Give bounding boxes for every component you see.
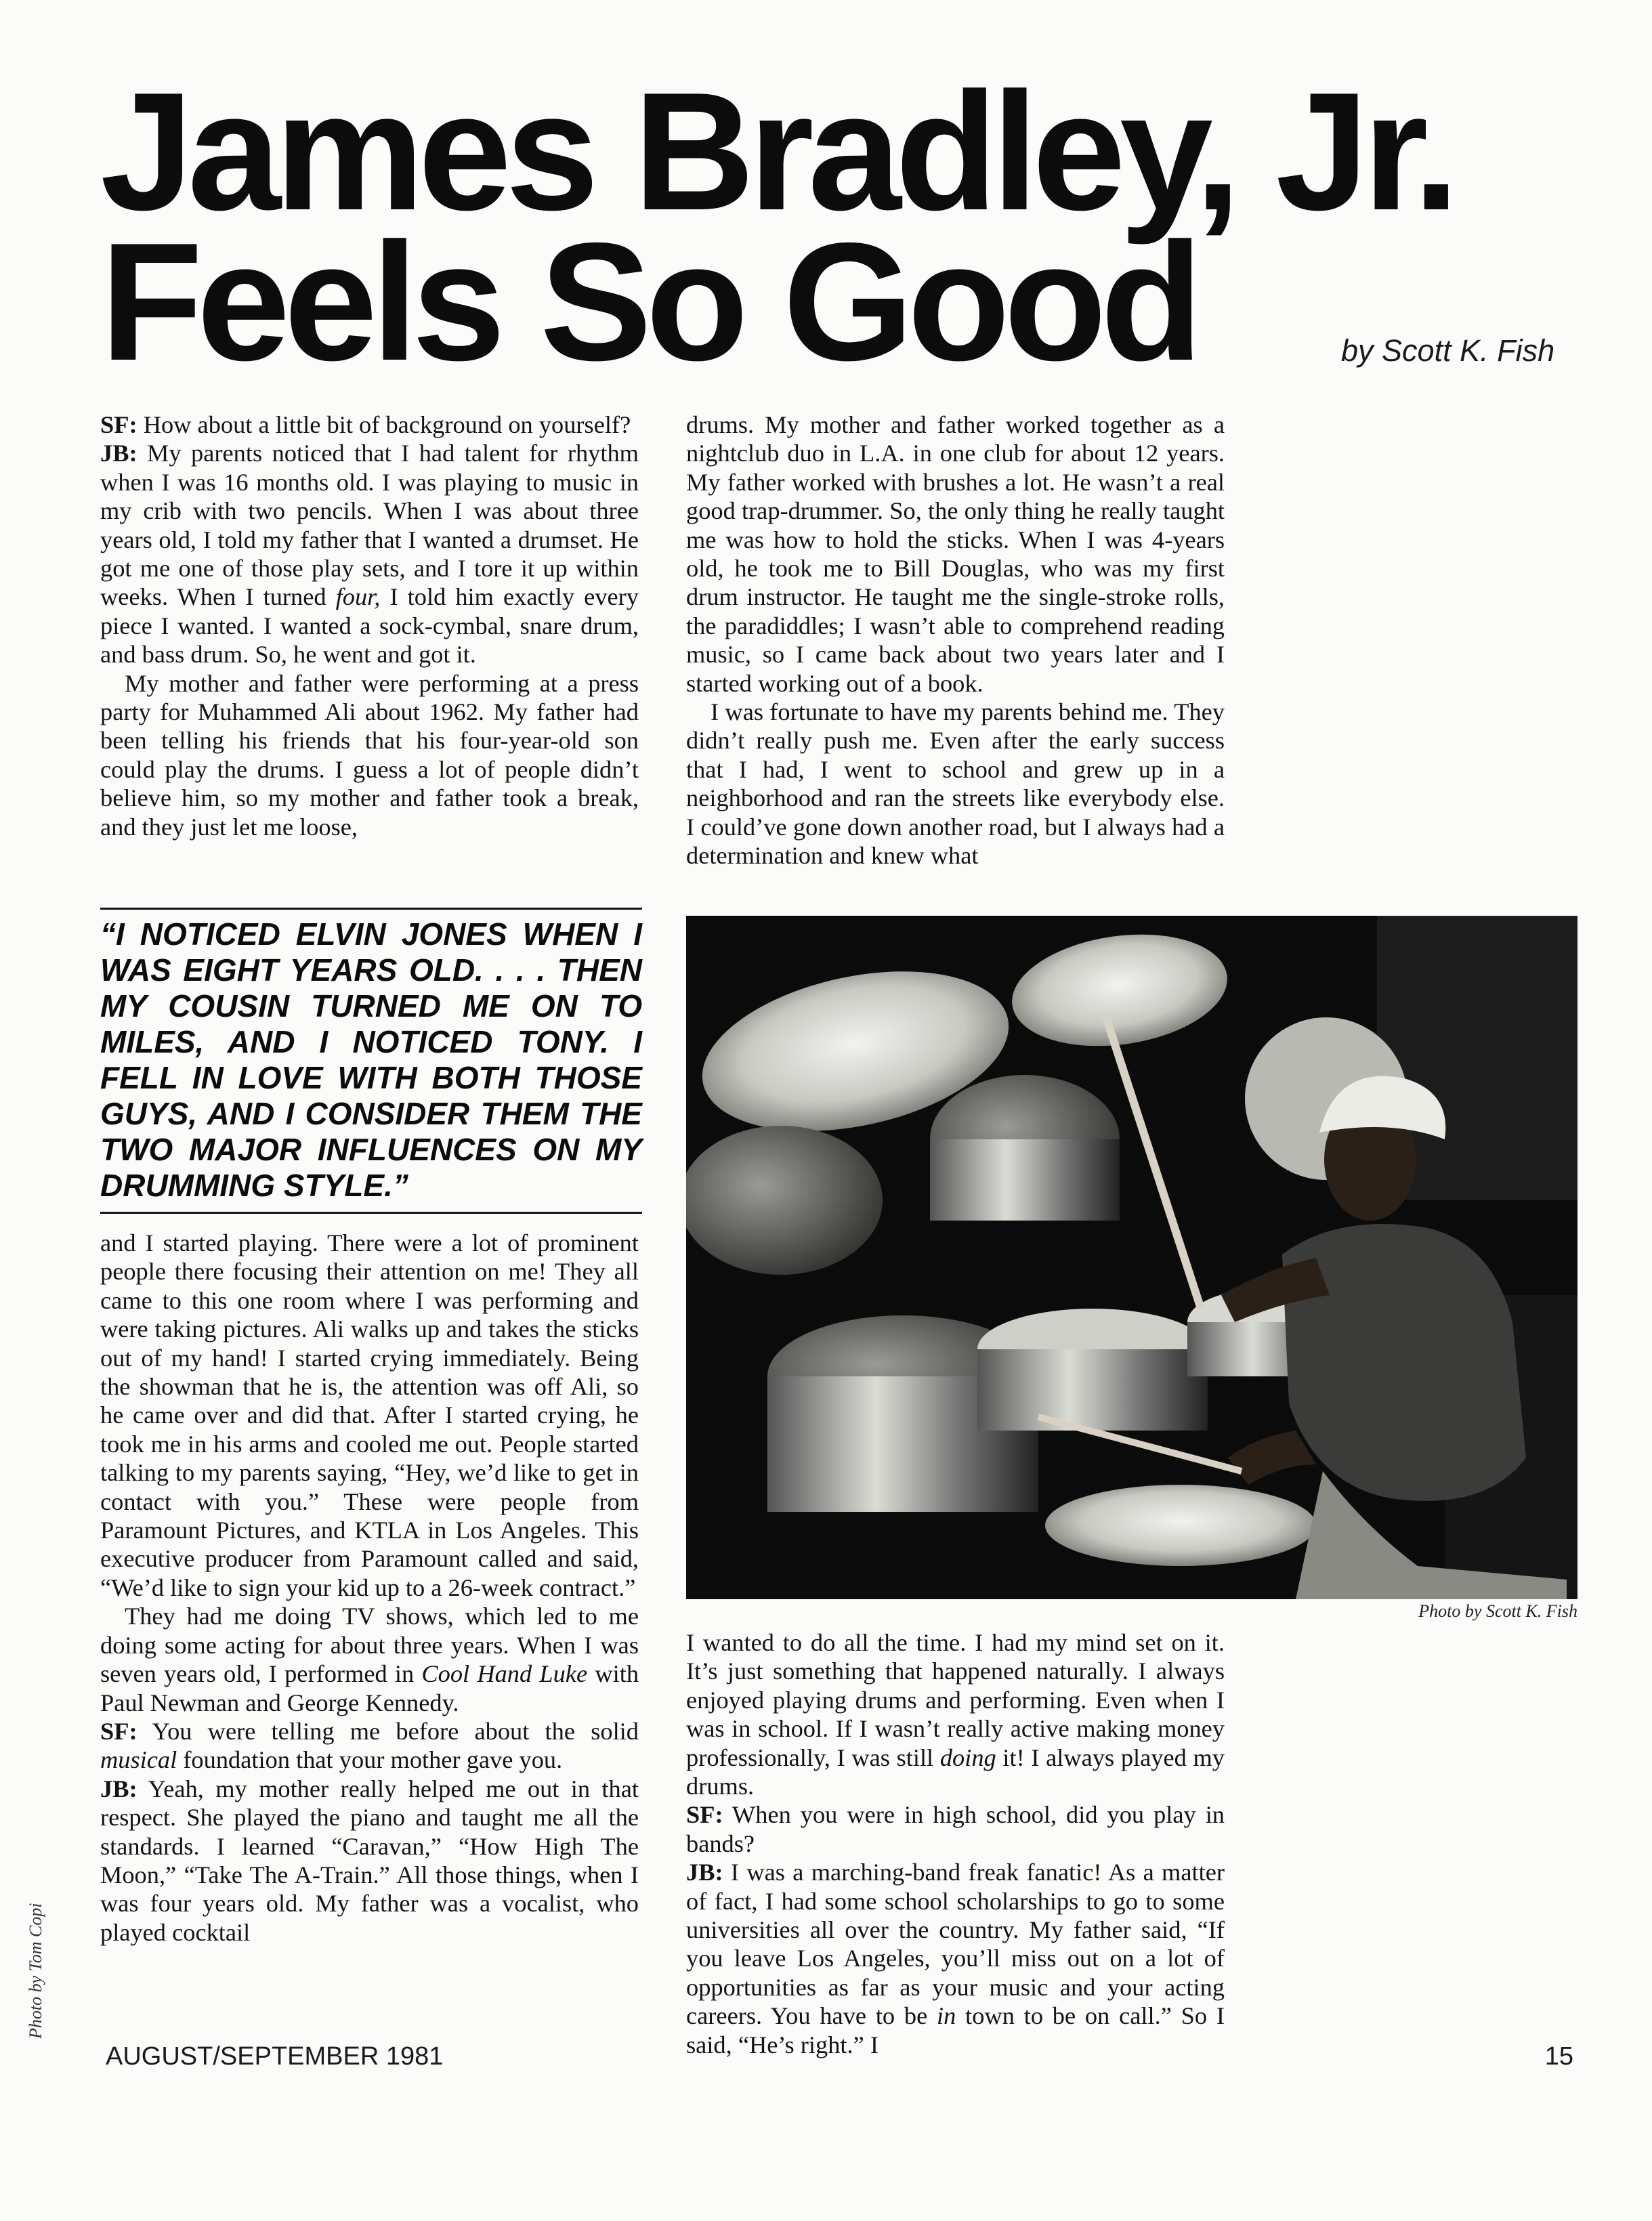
headline-line-1: James Bradley, Jr. — [100, 57, 1454, 245]
emphasis-text: four, — [335, 583, 381, 611]
paragraph-text: town to be on call.” So I said, “He’s right.” I — [686, 2002, 1225, 2058]
emphasis-text: in — [937, 2002, 956, 2030]
paragraph-text: They had me doing TV shows, which led to me doing some acting for about three years. When I was seven years old, I performed in — [100, 1603, 639, 1688]
paragraph-text: I was a marching-band freak fanatic! As a matter of fact, I had some school scholarships to go to some universities all over the country. My father said, “If you leave Los Angeles, you’ll miss out on a lot of opportunities as far as your music and your acting careers. You have to be — [686, 1859, 1225, 2030]
paragraph-text: I told him exactly every piece I wanted. I wanted a sock-cymbal, snare drum, and bass drum. So, he went and got it. — [100, 583, 639, 669]
paragraph-text: You were telling me before about the solid — [137, 1717, 639, 1745]
article-paragraph — [100, 1775, 639, 1947]
paragraph-text: How about a little bit of background on yourself? — [137, 411, 631, 438]
article-paragraph — [686, 698, 1225, 870]
pull-quote: “I NOTICED ELVIN JONES WHEN I WAS EIGHT YEARS OLD. . . . THEN MY COUSIN TURNED ME ON TO MILES, AND I NOTICED TONY. I FELL IN LOVE WITH BOTH THOSE GUYS, AND I CONSIDER THEM THE TWO MAJOR INFLUENCES ON MY DRUMMING STYLE.” — [100, 908, 642, 1214]
paragraph-text: it! I always played my drums. — [686, 1743, 1225, 1800]
paragraph-text: with Paul Newman and George Kennedy. — [100, 1660, 639, 1716]
column-1-top — [100, 410, 639, 841]
byline: by Scott K. Fish — [1341, 333, 1555, 368]
article-paragraph — [100, 1717, 639, 1775]
paragraph-text: foundation that your mother gave you. — [177, 1746, 563, 1774]
article-paragraph — [686, 1800, 1225, 1858]
speaker-label: SF: — [100, 1717, 137, 1745]
emphasis-text: Cool Hand Luke — [421, 1660, 588, 1688]
article-paragraph — [100, 410, 639, 439]
drummer-photo — [686, 916, 1577, 1599]
speaker-label: JB: — [100, 1775, 137, 1802]
paragraph-text: drums. My mother and father worked together as a nightclub duo in L.A. in one club for about 12 years. My father worked with brushes a lot. He wasn’t a real good trap-drummer. So, the only thing he really taught me was how to hold the sticks. When I was 4-years old, he took me to Bill Douglas, who was my first drum instructor. He taught me the single-stroke rolls, the paradiddles; I wasn’t able to comprehend reading music, so I came back about two years later and I started working out of a book. — [686, 411, 1225, 697]
article-paragraph — [686, 1858, 1225, 2059]
article-paragraph — [686, 410, 1225, 698]
headline — [100, 57, 1556, 396]
paragraph-text: My mother and father were performing at a press party for Muhammed Ali about 1962. My father had been telling his friends that his four-year-old son could play the drums. I guess a lot of people didn’t believe him, so my mother and father took a break, and they just let me loose, — [100, 669, 639, 841]
column-2-bottom — [686, 1628, 1225, 2059]
speaker-label: JB: — [686, 1859, 723, 1886]
paragraph-text: Yeah, my mother really helped me out in that respect. She played the piano and taught me all the standards. I learned “Caravan,” “How High The Moon,” “Take The A-Train.” All those things, when I was four years old. My father was a vocalist, who played cocktail — [100, 1775, 639, 1946]
speaker-label: SF: — [100, 411, 137, 438]
article-paragraph — [100, 1602, 639, 1717]
paragraph-text: and I started playing. There were a lot of prominent people there focusing their attention on me! They all came to this one room where I was performing and were taking pictures. Ali walks up and takes the sticks out of my hand! I started crying immediately. Being the showman that he is, the attention was off Ali, so he came over and did that. After I started crying, he took me in his arms and cooled me out. People started talking to my parents saying, “Hey, we’d like to get in contact with you.” These were people from Paramount Pictures, and KTLA in Los Angeles. This executive producer from Paramount called and said, “We’d like to sign your kid up to a 26-week contract.” — [100, 1229, 639, 1601]
paragraph-text: I was fortunate to have my parents behind me. They didn’t really push me. Even after the early success that I had, I went to school and grew up in a neighborhood and ran the streets like everybody else. I could’ve gone down another road, but I always had a determination and knew what — [686, 698, 1225, 870]
issue-date: AUGUST/SEPTEMBER 1981 — [106, 2042, 444, 2071]
page-number: 15 — [1544, 2042, 1573, 2071]
column-2-top — [686, 410, 1225, 870]
paragraph-text: When you were in high school, did you play in bands? — [686, 1801, 1225, 1857]
column-1-bottom — [100, 1229, 639, 1947]
speaker-label: SF: — [686, 1801, 723, 1829]
paragraph-text: I wanted to do all the time. I had my mind set on it. It’s just something that happened naturally. I always enjoyed playing drums and performing. Even when I was in school. If I wasn’t really active making money professionally, I was still — [686, 1629, 1225, 1771]
paragraph-text: My parents noticed that I had talent for rhythm when I was 16 months old. I was playing to music in my crib with two pencils. When I was about three years old, I told my father that I wanted a drumset. He got me one of those play sets, and I tore it up within weeks. When I turned — [100, 440, 639, 611]
headline-line-2: Feels So Good — [100, 207, 1198, 396]
article-paragraph — [686, 1628, 1225, 1800]
article-paragraph — [100, 439, 639, 669]
article-paragraph — [100, 669, 639, 841]
emphasis-text: doing — [939, 1743, 996, 1771]
emphasis-text: musical — [100, 1746, 177, 1774]
speaker-label: JB: — [100, 440, 137, 467]
photo-credit: Photo by Scott K. Fish — [1418, 1601, 1577, 1621]
side-photo-credit: Photo by Tom Copi — [26, 1903, 45, 2039]
article-paragraph — [100, 1229, 639, 1602]
